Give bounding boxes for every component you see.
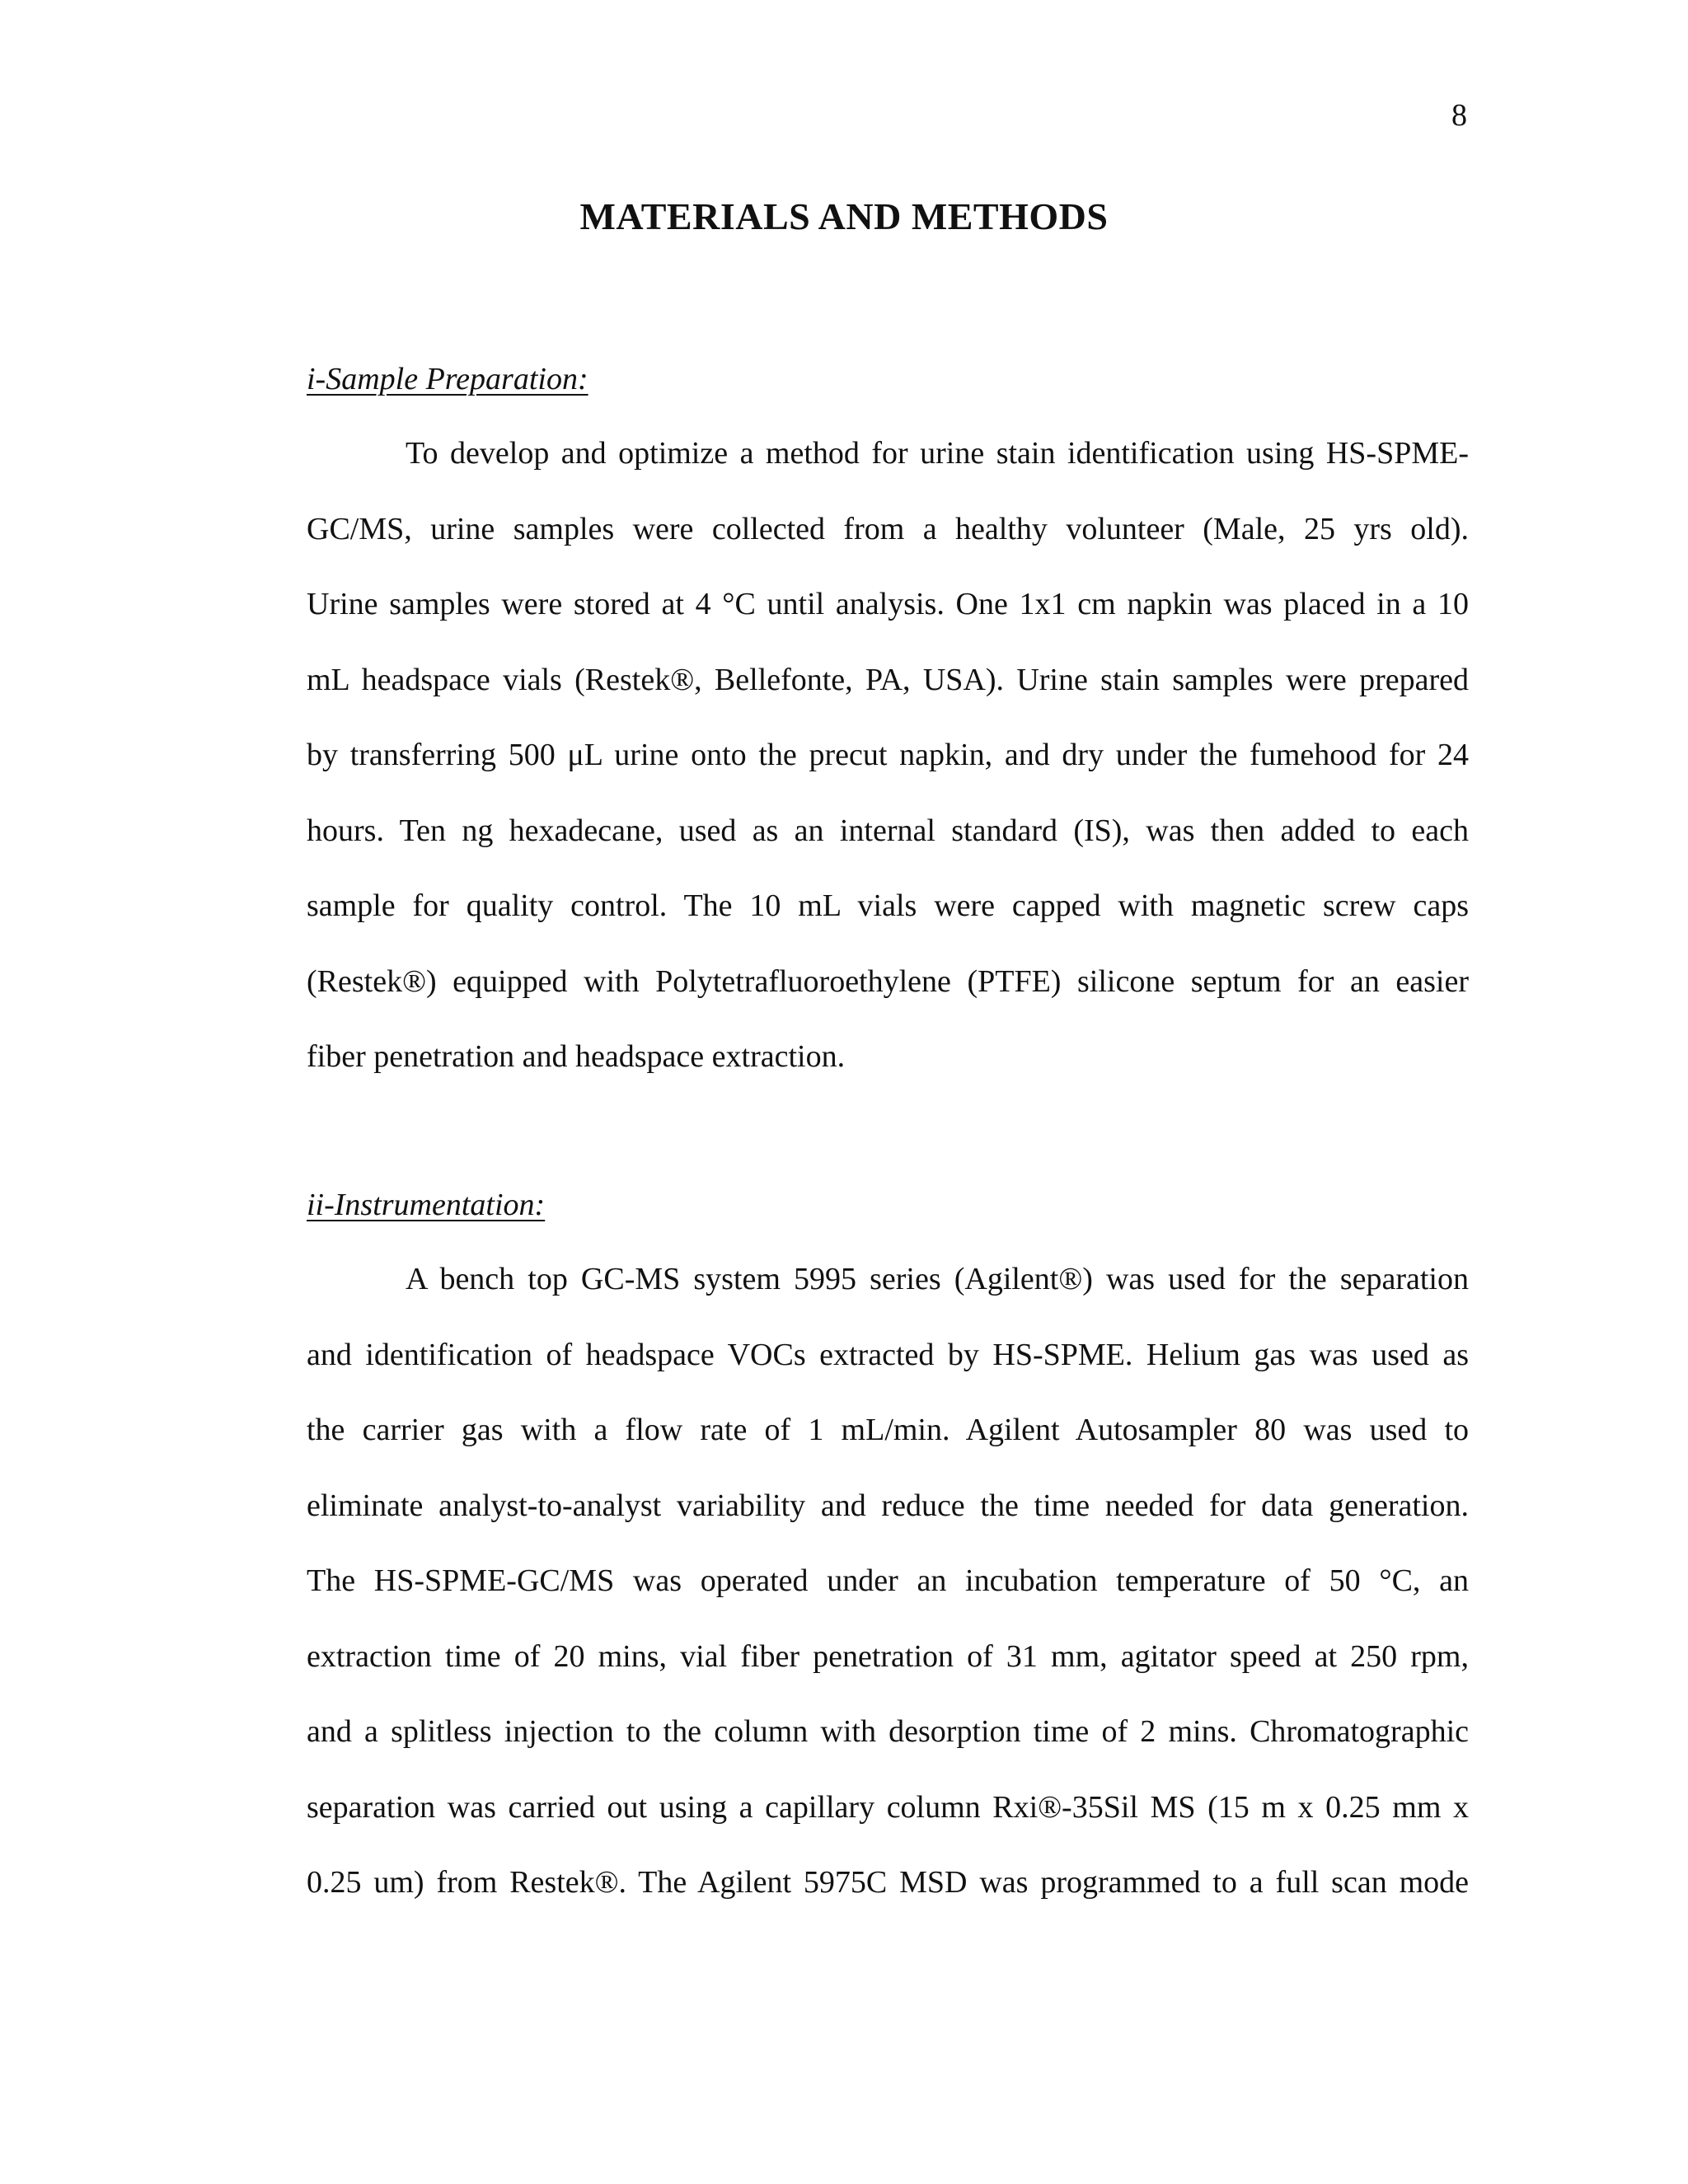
text-line: (Restek®) equipped with Polytetrafluoroethylene (PTFE) silicone septum for an easier [307, 963, 1469, 999]
text-line: fiber penetration and headspace extraction. [307, 1039, 846, 1074]
section-heading-instrumentation: ii-Instrumentation: [307, 1188, 546, 1222]
text-line: sample for quality control. The 10 mL vials were capped with magnetic screw caps [307, 888, 1469, 923]
text-line: To develop and optimize a method for urine stain identification using HS-SPME- [406, 436, 1469, 471]
text-line: Urine samples were stored at 4 °C until analysis. One 1x1 cm napkin was placed in a 10 [307, 587, 1469, 621]
text-line: and identification of headspace VOCs extracted by HS-SPME. Helium gas was used as [307, 1337, 1469, 1372]
paragraph-instrumentation [307, 1242, 1469, 1921]
text-line: 0.25 um) from Restek®. The Agilent 5975C MSD was programmed to a full scan mode [307, 1865, 1469, 1900]
text-line: the carrier gas with a flow rate of 1 mL/min. Agilent Autosampler 80 was used to [307, 1413, 1469, 1447]
page-title: MATERIALS AND METHODS [579, 195, 1109, 237]
text-line: separation was carried out using a capillary column Rxi®-35Sil MS (15 m x 0.25 mm x [307, 1789, 1469, 1825]
text-line: extraction time of 20 mins, vial fiber penetration of 31 mm, agitator speed at 250 rpm, [307, 1638, 1469, 1674]
text-line: eliminate analyst-to-analyst variability and reduce the time needed for data generation. [307, 1488, 1469, 1523]
text-line: The HS-SPME-GC/MS was operated under an incubation temperature of 50 °C, an [307, 1563, 1469, 1598]
text-line: hours. Ten ng hexadecane, used as an internal standard (IS), was then added to each [307, 813, 1469, 848]
text-line: GC/MS, urine samples were collected from a healthy volunteer (Male, 25 yrs old). [307, 511, 1469, 546]
paragraph-sample-preparation [307, 416, 1469, 1095]
section-heading-sample-preparation: i-Sample Preparation: [307, 362, 588, 396]
text-line: by transferring 500 μL urine onto the precut napkin, and dry under the fumehood for 24 [307, 738, 1469, 772]
text-line: and a splitless injection to the column with desorption time of 2 mins. Chromatographic [307, 1714, 1469, 1749]
text-line: mL headspace vials (Restek®, Bellefonte, PA, USA). Urine stain samples were prepared [307, 662, 1469, 697]
page-number: 8 [1451, 98, 1467, 133]
text-line: A bench top GC-MS system 5995 series (Agilent®) was used for the separation [406, 1262, 1469, 1296]
